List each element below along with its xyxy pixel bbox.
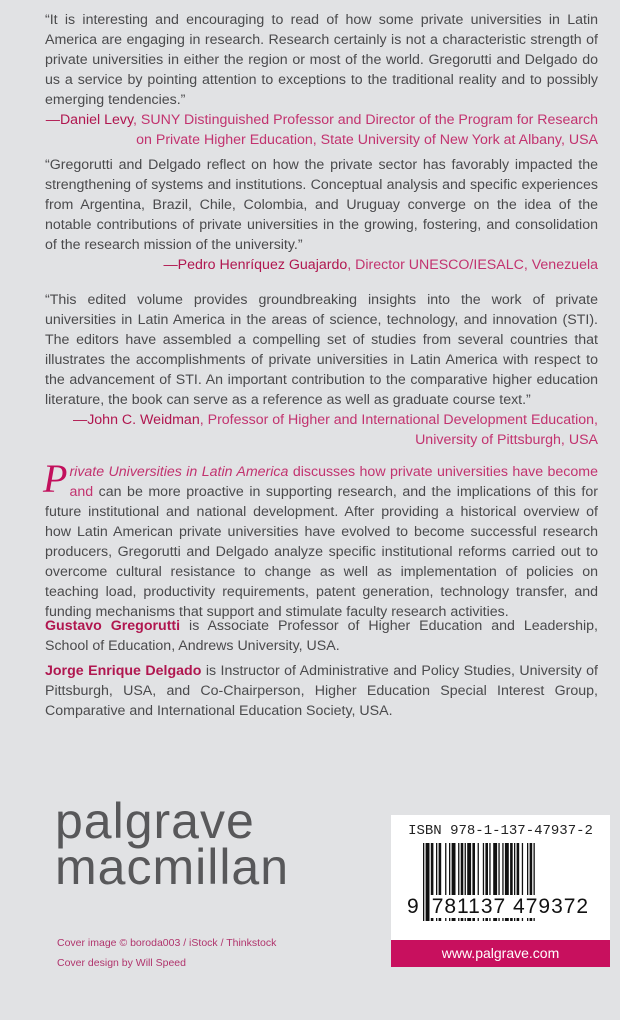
cover-design-credit: Cover design by Will Speed: [57, 957, 186, 969]
drop-cap: P: [43, 456, 68, 501]
quote-attribution: [45, 110, 598, 150]
quote-attribution: [45, 255, 598, 275]
review-quote-2: [45, 155, 598, 275]
quote-affiliation: , Director UNESCO/IESALC, Venezuela: [347, 257, 598, 273]
cover-image-credit: Cover image © boroda003 / iStock / Thinkstock: [57, 937, 277, 949]
author-name: Jorge Enrique Delgado: [45, 663, 202, 679]
quote-affiliation: , SUNY Distinguished Professor and Director of the Program for Research on Private Higher Education, State University of New York at Albany, USA: [133, 112, 598, 148]
author-bio: is Associate Professor of Higher Education and Leadership, School of Education, Andrews University, USA.: [45, 618, 598, 654]
ean-lead: 9: [407, 895, 420, 918]
quote-text: “It is interesting and encouraging to read of how some private universities in Latin America are engaging in research. Research certainly is not a characteristic strength of private universities in either the region or most of the world. Gregorutti and Delgado do us a service by pointing attention to exceptions to the traditional reality and to possibly emerging tendencies.”: [45, 12, 598, 108]
quote-author: —John C. Weidman: [73, 412, 200, 428]
book-title: rivate Universities in Latin America: [69, 464, 289, 480]
logo-line-1: palgrave: [55, 793, 255, 849]
quote-author: —Daniel Levy: [45, 112, 134, 128]
book-description: [43, 456, 598, 622]
author-name: Gustavo Gregorutti: [45, 618, 181, 634]
review-quote-1: [45, 10, 598, 150]
review-quote-3: [45, 290, 598, 450]
quote-text: “This edited volume provides groundbreaking insights into the work of private universities in Latin America in the areas of science, technology, and innovation (STI). The editors have assembled a compelling set of studies from several countries that illustrates the accomplishments of private universities in Latin America with respect to the advancement of STI. An important contribution to the comparative higher education literature, the book can serve as a reference as well as graduate course text.”: [45, 292, 598, 408]
ean-rest: 781137 479372: [431, 895, 590, 918]
quote-attribution: [45, 410, 598, 450]
ean-digits: [407, 895, 591, 919]
publisher-logo: [55, 793, 290, 895]
isbn-barcode-box: [391, 815, 610, 967]
quote-author: —Pedro Henríquez Guajardo: [163, 257, 348, 273]
description-body: can be more proactive in supporting research, and the implications of this for future institutional and national development. After providing a historical overview of how Latin American private universities have evolved to become successful research producers, Gregorutti and Delgado analyze specific institutional reforms carried out to overcome cultural resistance to change as well as implementation of policies on teaching load, productivity requirements, patent generation, technology transfer, and funding mechanisms that support and stimulate faculty research activities.: [45, 484, 598, 620]
quote-affiliation: , Professor of Higher and International Development Education, University of Pittsburgh, USA: [199, 412, 598, 448]
author-bio-1: [45, 616, 598, 656]
description-lead: discusses how private universities have become and: [69, 464, 598, 500]
logo-line-2: macmillan: [55, 839, 290, 895]
author-bio-2: [45, 661, 598, 721]
quote-text: “Gregorutti and Delgado reflect on how the private sector has favorably impacted the strengthening of systems and institutions. Conceptual analysis and specific experiences from Argentina, Brazil, Chile, Colombia, and Uruguay converge on the idea of the notable contributions of private universities in the growing, fostering, and consolidation of the research mission of the university.”: [45, 157, 598, 253]
isbn-text: ISBN 978-1-137-47937-2: [408, 823, 593, 839]
publisher-url: www.palgrave.com: [391, 940, 610, 967]
author-bio: is Instructor of Administrative and Policy Studies, University of Pittsburgh, USA, and Co-Chairperson, Higher Education Special Interest Group, Comparative and International Education Society, USA.: [45, 663, 598, 719]
